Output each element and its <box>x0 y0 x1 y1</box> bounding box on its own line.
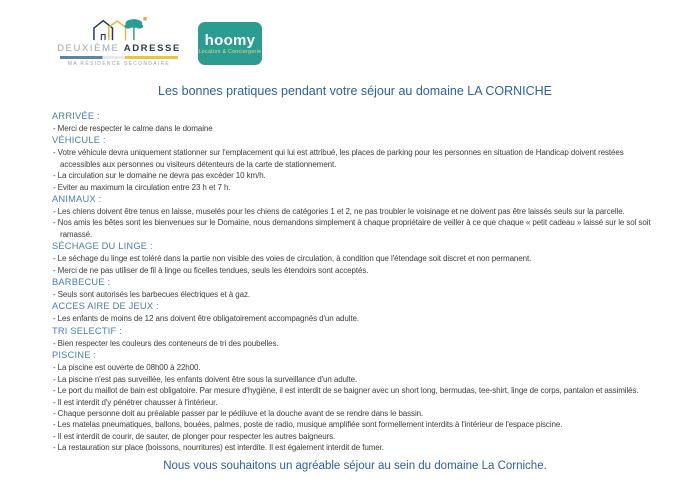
rule-item: - Le port du maillot de bain est obligatoire. Par mesure d'hygiène, il est interdit de se baigner avec un short long, bermudas, tee-shirt, linge de corps, pantalon et assimilés. <box>53 386 639 396</box>
closing-message: Nous vous souhaitons un agréable séjour au sein du domaine La Corniche. <box>163 459 547 472</box>
rule-item: - Votre véhicule devra uniquement stationner sur l'emplacement qui lui est attribué, les places de parking pour les personnes en situation de Handicap doivent restées accessibles aux personnes ou visiteurs détenteurs de la carte de stationnement. <box>53 148 624 169</box>
hoomy-logo <box>198 22 262 65</box>
header <box>56 16 660 74</box>
rule-item: - Il est interdit de courir, de sauter, de plonger pour respecter les autres baigneurs. <box>53 431 336 441</box>
brand-name-first: DEUXIÈME <box>57 43 120 54</box>
rule-item: - La piscine est ouverte de 08h00 à 22h00. <box>53 363 201 373</box>
section-heading: ARRIVÉE : <box>52 111 100 121</box>
rule-item: - Bien respecter les couleurs des conteneurs de tri des poubelles. <box>53 338 279 348</box>
section-heading: ACCES AIRE DE JEUX : <box>52 301 159 312</box>
rule-item: - Les chiens doivent être tenus en laisse, muselés pour les chiens de catégories 1 et 2, ne pas troubler le voisinage et ne doivent pas être laissés seuls sur la parcelle. <box>53 207 625 217</box>
rule-item: - Nos amis les bêtes sont les bienvenues sur le Domaine, nous demandons simplement à chaque propriétaire de veiller à ce que chaque « petit cadeau » laissé sur le sol soit ramassé. <box>53 218 651 239</box>
section-heading: BARBECUE : <box>52 277 111 288</box>
hoomy-brand-name: hoomy <box>204 31 256 49</box>
rule-item: - Merci de respecter le calme dans le domaine <box>53 124 213 133</box>
rule-item: - Merci de ne pas utiliser de fil à linge ou ficelles tendues, seuls les étendoirs sont acceptés. <box>53 265 369 275</box>
page-title: Les bonnes pratiques pendant votre séjour au domaine LA CORNICHE <box>158 84 552 98</box>
hoomy-brand-tagline: Location & Conciergerie <box>198 48 262 55</box>
section-heading: PISCINE : <box>52 350 97 361</box>
section-heading: SÉCHAGE DU LINGE : <box>52 241 153 252</box>
rule-item: - Il est interdit d'y pénétrer chausser à l'intérieur. <box>53 397 218 407</box>
section-heading: TRI SELECTIF : <box>52 325 122 336</box>
deuxieme-adresse-logo <box>56 16 182 67</box>
brand-name <box>57 43 181 54</box>
rule-item: - Les enfants de moins de 12 ans doivent être obligatoirement accompagnés d'un adulte. <box>53 314 360 324</box>
brand-tagline: MA RÉSIDENCE SECONDAIRE <box>67 61 171 67</box>
brand-name-second: ADRESSE <box>123 43 181 54</box>
rule-item: - La restauration sur place (boissons, nourritures) est interdite. Il est également interdit de fumer. <box>53 443 384 453</box>
rule-item: - Seuls sont autorisés les barbecues électriques et à gaz. <box>53 290 250 300</box>
rule-item: - Les matelas pneumatiques, ballons, bouées, palmes, poste de radio, musique amplifiée sont formellement interdits à l'intérieur de l'espace piscine. <box>53 420 563 430</box>
rule-item: - Chaque personne doit au préalable passer par le pédiluve et la douche avant de se rendre dans le bassin. <box>53 408 424 418</box>
rule-item: - Eviter au maximum la circulation entre 23 h et 7 h. <box>53 182 231 192</box>
houses-tree-icon <box>89 16 149 42</box>
rule-item: - Le séchage du linge est toléré dans la partie non visible des voies de circulation, à condition que l'étendage soit discret et non permanent. <box>53 254 532 264</box>
rule-item: - La circulation sur le domaine ne devra pas excéder 10 km/h. <box>53 171 266 181</box>
brand-divider-bar <box>60 56 178 59</box>
section-heading: ANIMAUX : <box>52 194 102 205</box>
rule-item: - La piscine n'est pas surveillée, les enfants doivent être sous la surveillance d'un adulte. <box>53 374 358 384</box>
section-heading: VÉHICULE : <box>52 135 106 146</box>
sections <box>50 110 660 454</box>
